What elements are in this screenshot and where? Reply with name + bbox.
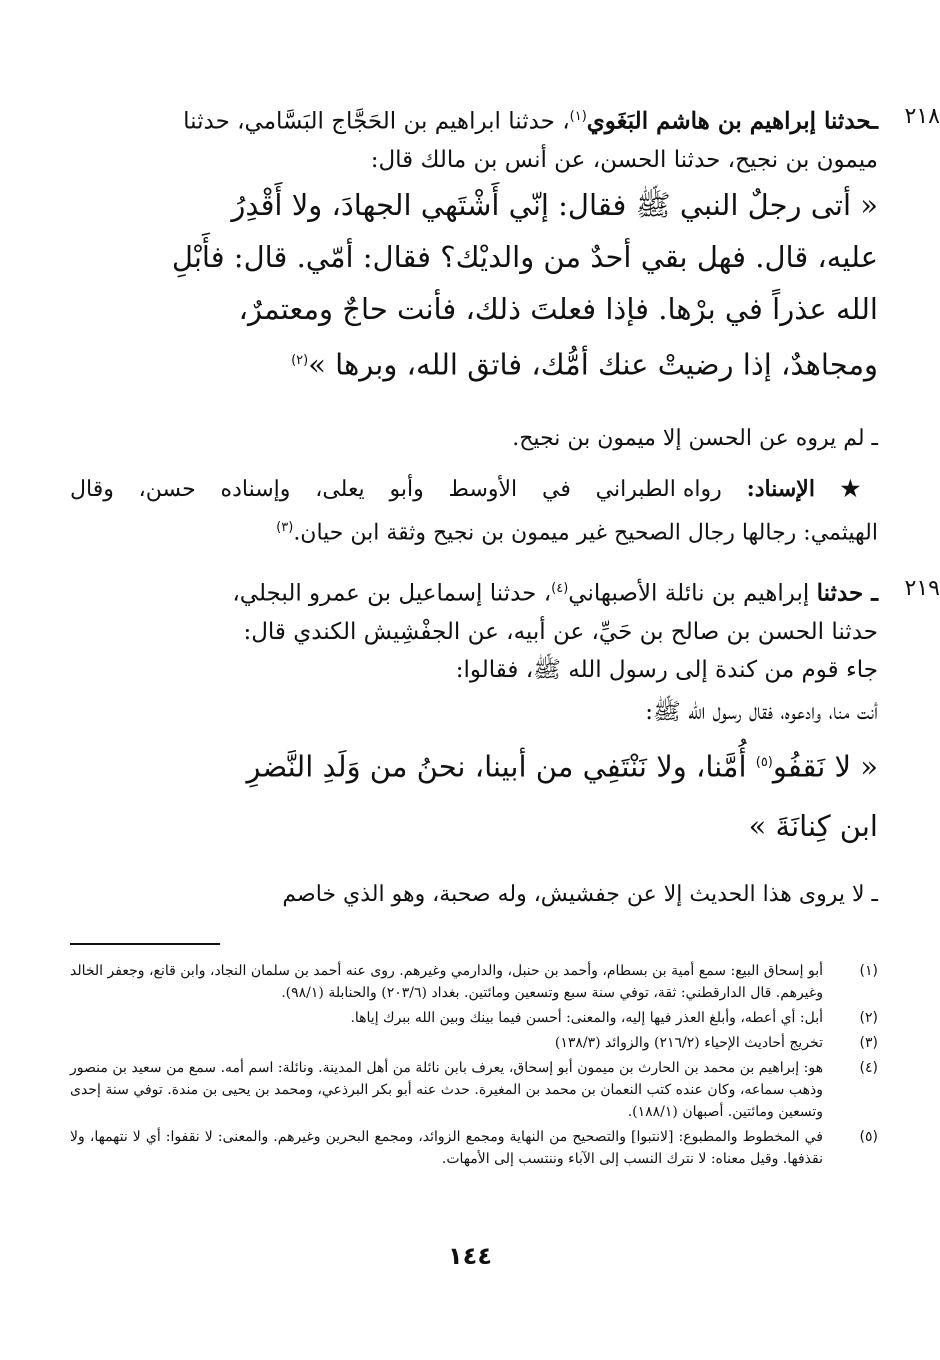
page-number: ١٤٤ xyxy=(448,1242,492,1270)
hadith-218 xyxy=(70,98,940,390)
footnote-text: أبو إسحاق البيع: سمع أمية بن بسطام، وأحمد بن حنبل، والدارمي وغيرهم. روى عنه أحمد بن سلمان النجاد، وابن قانع، وجعفر الخالد وغيرهم. قال الدارقطني: ثقة، توفي سنة سبع وتسعين ومائتين. بغداد (٢٠٣/٦) والحنابلة (٩٨/١). xyxy=(70,963,823,1001)
matn-end: ومجاهدٌ، إذا رضيتْ عنك أمُّك، فاتق الله، وبرها » xyxy=(308,347,878,382)
isnad-assessment-line-1 xyxy=(70,470,878,509)
hadith-219-remark: ـ لا يروى هذا الحديث إلا عن جفشيش، وله صحبة، وهو الذي خاصم xyxy=(282,882,878,907)
isnad-line-1 xyxy=(70,98,878,141)
footnote-3 xyxy=(70,1032,878,1054)
footnote-5 xyxy=(70,1126,878,1170)
footnote-ref: (٤) xyxy=(551,581,569,596)
footnote-separator xyxy=(70,943,220,945)
footnotes xyxy=(70,960,878,1173)
isnad-line-4: أنت منا، وادعوه، فقال رسول الله ﷺ: xyxy=(645,698,878,725)
isnad-continuation: ، حدثنا إسماعيل بن عمرو البجلي، xyxy=(232,580,552,607)
footnote-ref: (١) xyxy=(569,109,587,124)
hadith-number: ٢١٨ xyxy=(904,104,940,129)
isnad-assessment xyxy=(70,470,878,552)
footnote-text: هو: إبراهيم بن محمد بن الحارث بن ميمون أبو إسحاق، يعرف بابن نائلة من أهل المدينة. ونائلة: اسم أمه. سمع من سعيد بن منصور وذهب سماعه، وكان عنده كتب النعمان بن محمد بن المغيرة. حدث عنه أبو بكر البرذعي، ومحمد بن يحيى بن مندة. توفي سنة إحدى وتسعين ومائتين. أصبهان (١٨٨/١). xyxy=(70,1060,823,1120)
matn-line-3: الله عذراً في برْها. فإذا فعلتَ ذلك، فأنت حاجٌ ومعتمرٌ، xyxy=(238,291,878,326)
matn-line-4 xyxy=(70,335,878,391)
isnad-assessment-line-2: الهيثمي: رجالها رجال الصحيح غير ميمون بن نجيح وثقة ابن حيان.$^{(٣)}$ xyxy=(276,520,878,546)
matn-line-1: « أتى رجلٌ النبي ﷺ فقال: إنّي أَشْتَهي الجهادَ، ولا أَقْدِرُ xyxy=(231,187,878,222)
matn-line-1: « لا نَقفُو$^{(٥)}$ أُمَّنا، ولا نَنْتَفِي من أبينا، نحنُ من وَلَدِ النَّضرِ xyxy=(246,749,878,784)
footnote-number: (٥) xyxy=(859,1129,878,1145)
footnote-1 xyxy=(70,960,878,1004)
footnote-ref: (٢) xyxy=(291,352,309,368)
isnad-continuation: ، حدثنا ابراهيم بن الحَجَّاج البَسَّامي، حدثنا xyxy=(183,108,570,135)
narrator-opening: ـ حدثنا xyxy=(816,579,878,607)
narrator-opening: ـحدثنا إبراهيم بن هاشم البَغَوي xyxy=(586,107,878,135)
footnote-4 xyxy=(70,1057,878,1123)
footnote-number: (٤) xyxy=(859,1060,878,1076)
footnote-number: (٣) xyxy=(859,1035,878,1051)
isnad-line-2: حدثنا الحسن بن صالح بن حَيِّ، عن أبيه، عن الجفْشِيش الكندي قال: xyxy=(243,618,878,645)
isnad-line-2: ميمون بن نجيح، حدثنا الحسن، عن أنس بن مالك قال: xyxy=(370,146,878,173)
isnad-label: ★ الإسناد: xyxy=(746,476,878,502)
matn-line-2: ابن كِنانَةَ » xyxy=(748,809,878,844)
footnote-text: في المخطوط والمطبوع: [لانتبوا] والتصحيح من النهاية ومجمع الزوائد، ومجمع البحرين وغيرهم. والمعنى: لا نقفوا: أي لا نتهمها، ولا نقذفها. وقيل معناه: لا نترك النسب إلى الآباء وننتسب إلى الأمهات. xyxy=(70,1129,823,1167)
footnote-ref: (٣) xyxy=(276,520,294,535)
footnote-number: (١) xyxy=(859,963,878,979)
hadith-219 xyxy=(70,570,940,852)
isnad-line-3: جاء قوم من كندة إلى رسول الله ﷺ، فقالوا: xyxy=(455,656,878,683)
footnote-2 xyxy=(70,1007,878,1029)
hadith-218-remark: ـ لم يروه عن الحسن إلا ميمون بن نجيح. xyxy=(512,426,878,451)
narrator-name: إبراهيم بن نائلة الأصبهاني xyxy=(568,580,810,607)
isnad-text: رواه الطبراني في الأوسط وأبو يعلى، وإسناده حسن، وقال xyxy=(70,477,722,502)
footnote-text: أبل: أي أعطه، وأبلغ العذر فيها إليه، والمعنى: أحسن فيما بينك وبين الله ببرك إياها. xyxy=(350,1010,823,1026)
isnad-line-1 xyxy=(70,570,878,613)
footnote-number: (٢) xyxy=(859,1010,878,1026)
footnote-text: تخريج أحاديث الإحياء (٢١٦/٢) والزوائد (١٣٨/٣) xyxy=(554,1035,823,1051)
footnote-ref: (٥) xyxy=(755,754,773,770)
hadith-number: ٢١٩ xyxy=(904,576,940,601)
matn-line-2: عليه، قال. فهل بقي أحدٌ من والديْك؟ فقال: أمّي. قال: فأَبْلِ xyxy=(171,239,878,274)
